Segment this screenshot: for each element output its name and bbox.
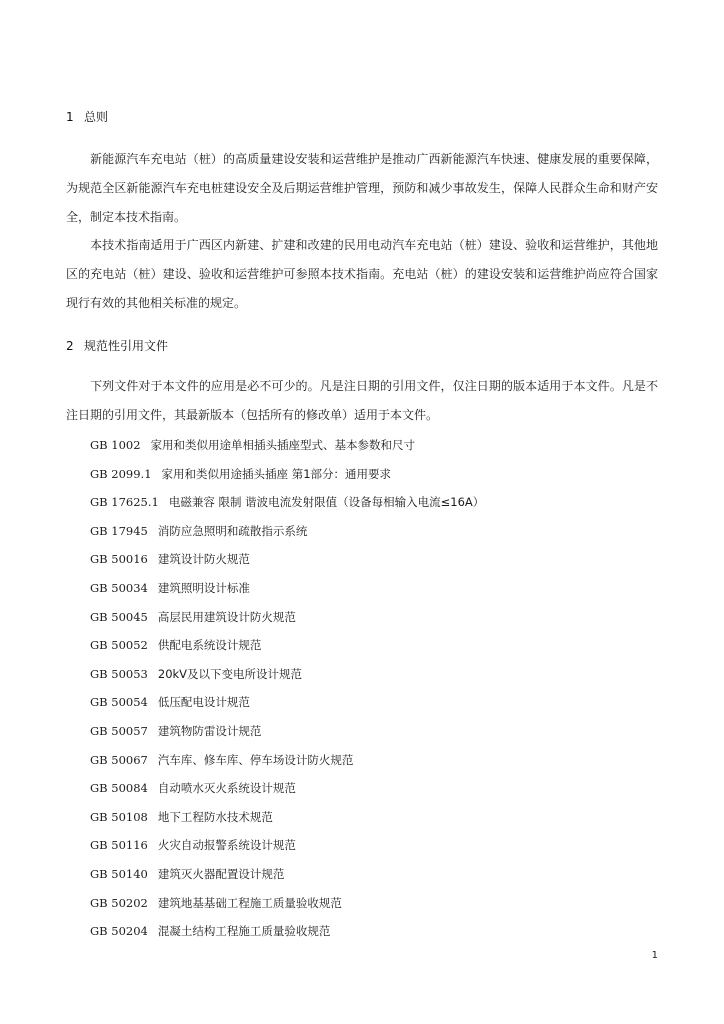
reference-item (90, 688, 484, 717)
reference-title: 消防应急照明和疏散指示系统 (157, 523, 308, 538)
reference-item (90, 889, 484, 918)
section-1-paragraph-2: 本技术指南适用于广西区内新建、扩建和改建的民用电动汽车充电站（桩）建设、验收和运营维护，其他地区的充电站（桩）建设、验收和运营维护可参照本技术指南。充电站（桩）的建设安装和运营维护尚应符合国家现行有效的其他相关标准的规定。 (66, 238, 658, 310)
reference-title: 自动喷水灭火系统设计规范 (157, 781, 296, 796)
reference-title: 电磁兼容 限制 谐波电流发射限值（设备每相输入电流≤16A） (168, 495, 485, 510)
reference-code: GB 50054 (90, 695, 148, 710)
reference-title: 供配电系统设计规范 (157, 638, 262, 653)
reference-item (90, 746, 484, 775)
reference-title: 建筑物防雷设计规范 (157, 723, 262, 738)
reference-title: 建筑地基基础工程施工质量验收规范 (157, 895, 342, 910)
section-2-title: 规范性引用文件 (84, 339, 169, 353)
section-1-paragraph-1: 新能源汽车充电站（桩）的高质量建设安装和运营维护是推动广西新能源汽车快速、健康发展的重要保障，为规范全区新能源汽车充电桩建设安全及后期运营维护管理，预防和减少事故发生，保障人民群众生命和财产安全，制定本技术指南。 (66, 152, 658, 224)
section-1-heading (66, 108, 108, 125)
reference-item (90, 488, 484, 517)
reference-item (90, 574, 484, 603)
reference-title: 建筑灭火器配置设计规范 (157, 866, 285, 881)
reference-item (90, 831, 484, 860)
reference-code: GB 50053 (90, 666, 148, 681)
reference-title: 混凝土结构工程施工质量验收规范 (157, 924, 331, 939)
reference-code: GB 50202 (90, 895, 148, 910)
reference-code: GB 50067 (90, 752, 148, 767)
reference-title: 汽车库、修车库、停车场设计防火规范 (157, 752, 354, 767)
reference-code: GB 50204 (90, 924, 148, 939)
reference-title: 火灾自动报警系统设计规范 (157, 838, 296, 853)
reference-title: 家用和类似用途单相插头插座型式、基本参数和尺寸 (150, 438, 416, 452)
reference-code: GB 50057 (90, 723, 148, 738)
section-2-intro: 下列文件对于本文件的应用是必不可少的。凡是注日期的引用文件，仅注日期的版本适用于本文件。凡是不注日期的引用文件，其最新版本（包括所有的修改单）适用于本文件。 (66, 379, 658, 422)
reference-code: GB 17625.1 (90, 495, 159, 510)
reference-item (90, 860, 484, 889)
reference-code: GB 50016 (90, 552, 148, 567)
reference-item (90, 517, 484, 546)
reference-list (90, 431, 484, 946)
reference-item (90, 774, 484, 803)
page-number: 1 (651, 950, 658, 961)
reference-title: 低压配电设计规范 (157, 695, 250, 710)
section-1-number: 1 (66, 110, 74, 124)
section-1-title: 总则 (84, 110, 109, 124)
reference-item (90, 460, 484, 489)
reference-title: 家用和类似用途插头插座 第1部分：通用要求 (161, 466, 392, 481)
reference-code: GB 50116 (90, 838, 148, 853)
reference-title: 地下工程防水技术规范 (157, 809, 273, 824)
reference-code: GB 50084 (90, 781, 148, 796)
reference-title: 20kV及以下变电所设计规范 (157, 666, 303, 681)
reference-code: GB 50045 (90, 609, 148, 624)
reference-code: GB 17945 (90, 523, 148, 538)
reference-code: GB 50108 (90, 809, 148, 824)
reference-item (90, 603, 484, 632)
reference-item (90, 917, 484, 946)
reference-item (90, 717, 484, 746)
reference-title: 高层民用建筑设计防火规范 (157, 609, 296, 624)
reference-code: GB 50034 (90, 580, 148, 595)
reference-item (90, 803, 484, 832)
section-2-heading (66, 337, 168, 354)
reference-item (90, 545, 484, 574)
reference-title: 建筑设计防火规范 (157, 552, 250, 567)
reference-code: GB 50052 (90, 638, 148, 653)
reference-title: 建筑照明设计标准 (157, 580, 250, 595)
section-2-number: 2 (66, 339, 74, 353)
reference-item (90, 631, 484, 660)
reference-item (90, 660, 484, 689)
reference-code: GB 2099.1 (90, 466, 152, 481)
reference-code: GB 50140 (90, 866, 148, 881)
reference-item (90, 431, 484, 460)
reference-code: GB 1002 (90, 438, 141, 452)
